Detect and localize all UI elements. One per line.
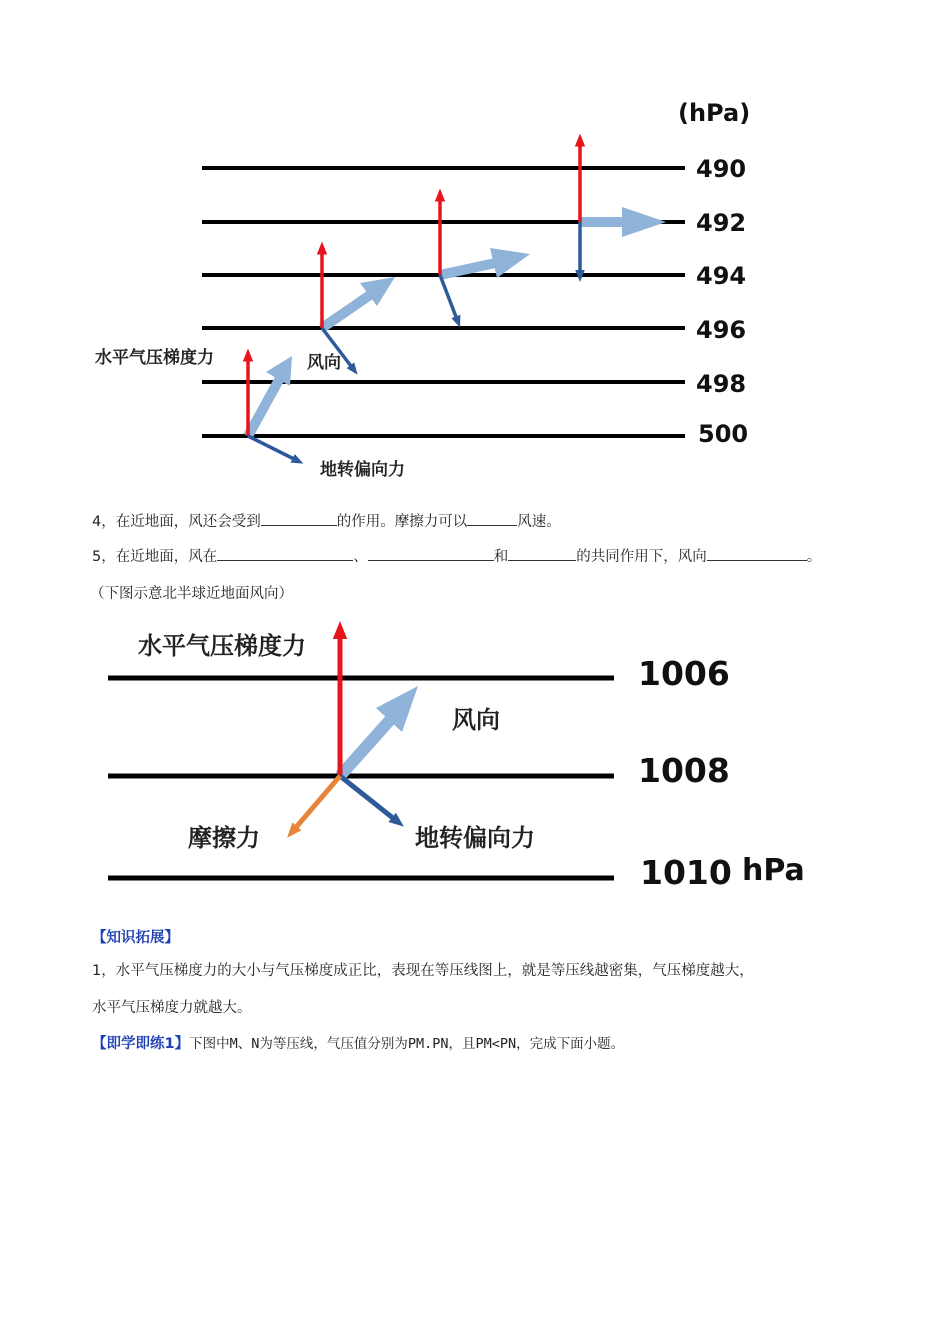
force-group-step-1 — [248, 355, 298, 461]
q5-blank-1[interactable] — [217, 546, 353, 561]
isobar-label-498: 498 — [696, 370, 747, 398]
label-coriolis: 地转偏向力 — [320, 460, 405, 480]
force-group-step-2 — [322, 248, 395, 370]
wind-arrow — [340, 720, 390, 776]
isobar-label-496: 496 — [696, 316, 747, 344]
q4-end: 风速。 — [517, 514, 561, 530]
label-pgf: 水平气压梯度力 — [95, 348, 214, 368]
q5-sep1: 、 — [353, 549, 368, 565]
practice-text: 下图中M、N为等压线，气压值分别为PM.PN，且PM<PN，完成下面小题。 — [189, 1036, 625, 1052]
q4-mid: 的作用。摩擦力可以 — [336, 514, 468, 530]
label-wind: 风向 — [307, 353, 341, 373]
surface-wind-diagram — [0, 610, 950, 900]
isobar-label-1006: 1006 — [638, 654, 730, 693]
upper-air-wind-diagram — [0, 0, 950, 490]
q4-blank-1[interactable] — [261, 511, 337, 526]
isobar-label-500: 500 — [698, 420, 749, 448]
extension-heading: 【知识拓展】 — [92, 930, 179, 946]
force-group-step-3 — [440, 195, 530, 322]
coriolis-arrow — [340, 776, 398, 822]
label-coriolis: 地转偏向力 — [415, 824, 535, 852]
q5-prefix: 5，在近地面，风在 — [92, 549, 218, 565]
isobar-label-1010: 1010 — [640, 853, 732, 892]
q5-blank-4[interactable] — [707, 546, 807, 561]
figure-caption: （下图示意北半球近地面风向） — [90, 586, 293, 602]
q4-prefix: 4，在近地面，风还会受到 — [92, 514, 261, 530]
unit-label: hPa — [742, 853, 805, 888]
unit-label: (hPa) — [678, 99, 751, 127]
q5-blank-2[interactable] — [368, 546, 494, 561]
question-4 — [92, 511, 561, 532]
coriolis-arrow — [248, 436, 298, 461]
extension-line-1: 1，水平气压梯度力的大小与气压梯度成正比，表现在等压线图上，就是等压线越密集，气压梯度越大， — [92, 963, 754, 979]
q5-mid: 的共同作用下，风向 — [576, 549, 707, 565]
wind-arrow — [322, 295, 370, 328]
q5-sep2: 和 — [493, 549, 509, 565]
practice-line — [92, 1034, 624, 1054]
q5-end: 。 — [806, 549, 822, 565]
isobar-label-490: 490 — [696, 155, 747, 183]
friction-arrow — [292, 776, 340, 832]
coriolis-arrow — [440, 275, 458, 322]
wind-arrow — [248, 378, 280, 436]
isobar-label-494: 494 — [696, 262, 747, 290]
question-5 — [92, 546, 821, 567]
label-friction: 摩擦力 — [188, 824, 260, 852]
wind-arrow-head — [622, 207, 666, 237]
isobar-label-492: 492 — [696, 209, 747, 237]
label-pgf: 水平气压梯度力 — [138, 632, 306, 660]
label-wind: 风向 — [452, 706, 500, 734]
q4-blank-2[interactable] — [467, 511, 517, 526]
q5-blank-3[interactable] — [508, 546, 576, 561]
force-group — [292, 630, 418, 832]
practice-heading: 【即学即练1】 — [92, 1036, 190, 1052]
isobar-label-1008: 1008 — [638, 751, 730, 790]
force-group-step-4 — [580, 140, 666, 276]
extension-line-2: 水平气压梯度力就越大。 — [92, 1000, 252, 1016]
